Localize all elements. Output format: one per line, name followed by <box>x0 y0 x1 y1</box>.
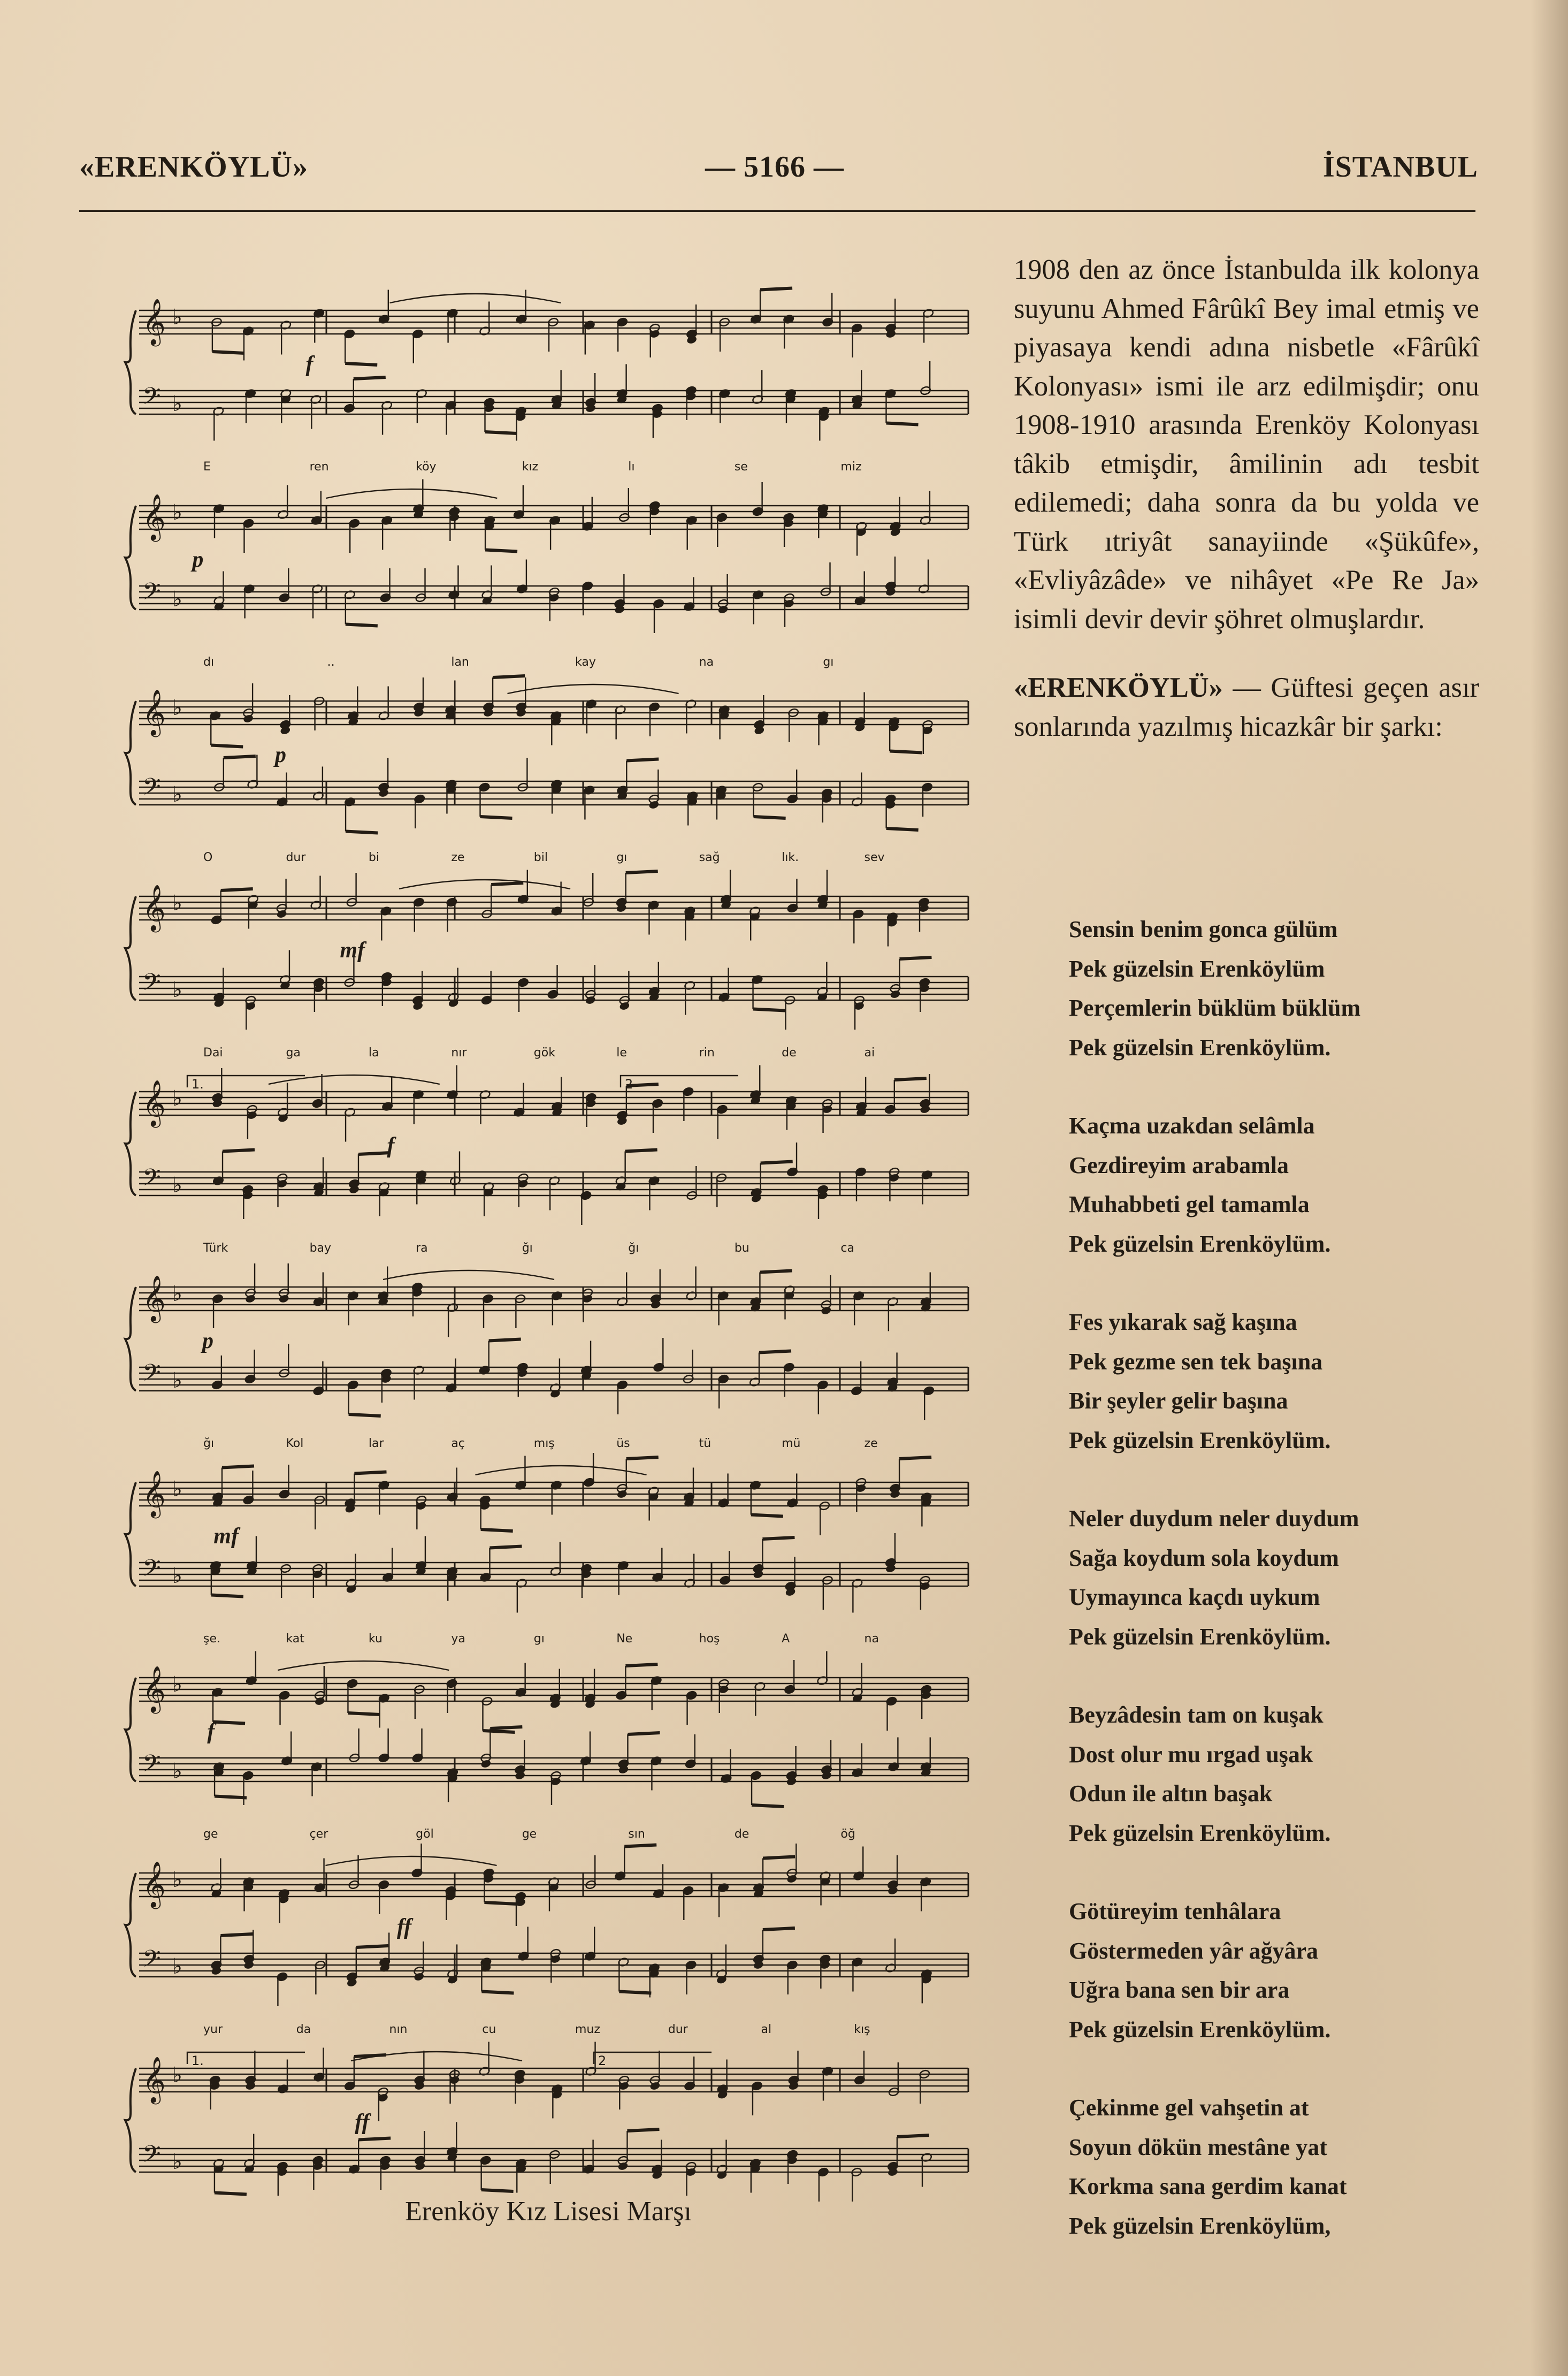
lyrics-stanza <box>1069 1106 1486 1263</box>
key-signature-flat: ♭ <box>172 978 182 1002</box>
lyric-syllable: ren <box>309 460 329 474</box>
lyric-syllable: na <box>699 656 714 669</box>
key-signature-flat: ♭ <box>172 782 182 807</box>
note-beam <box>886 828 919 830</box>
note-beam <box>358 2138 391 2140</box>
lyric-syllable: sın <box>628 1827 645 1841</box>
lyric-syllable: lı <box>628 460 635 474</box>
bass-clef: 𝄢 <box>142 1163 161 1197</box>
system-brace <box>125 1287 136 1391</box>
key-signature-flat: ♭ <box>172 392 182 416</box>
lyrics-line: Pek güzelsin Erenköylüm. <box>1069 1623 1331 1650</box>
lyric-syllable: ğı <box>628 1242 639 1255</box>
note-beam <box>489 1547 522 1548</box>
lyrics-line: Korkma sana gerdim kanat <box>1069 2173 1347 2199</box>
lyric-syllable: Türk <box>203 1242 228 1255</box>
lyrics-line: Fes yıkarak sağ kaşına <box>1069 1309 1297 1335</box>
lyrics-line: Pek gezme sen tek başına <box>1069 1348 1323 1375</box>
lyric-syllable: ga <box>286 1046 301 1060</box>
note-beam <box>224 756 256 758</box>
key-signature-flat: ♭ <box>172 1282 182 1306</box>
note-beam <box>212 352 244 353</box>
treble-clef: 𝄞 <box>142 1861 166 1907</box>
lyric-syllable: la <box>368 1046 379 1060</box>
lyric-syllable: öğ <box>840 1827 855 1841</box>
note-beam <box>760 288 792 290</box>
key-signature-flat: ♭ <box>172 305 182 330</box>
system-brace <box>125 1092 136 1195</box>
song-lyrics <box>1069 910 1486 2284</box>
lyric-syllable: de <box>782 1046 797 1060</box>
lyrics-line: Kaçma uzakdan selâmla <box>1069 1113 1315 1139</box>
treble-clef: 𝄞 <box>142 1471 166 1517</box>
lyric-syllable: sev <box>864 851 885 864</box>
bass-clef: 𝄢 <box>142 382 161 416</box>
lyrics-stanza <box>1069 910 1486 1067</box>
intro-paragraph-2-text: — Güftesi geçen asır sonlarında yazılmış hicazkâr bir şarkı: <box>1014 672 1479 742</box>
lyrics-stanza <box>1069 1499 1486 1656</box>
page-number: — 5166 — <box>705 150 844 184</box>
lyric-syllable: miz <box>840 460 862 474</box>
bass-clef: 𝄢 <box>142 968 161 1002</box>
system-brace <box>125 310 136 414</box>
lyric-syllable: bi <box>368 851 379 864</box>
lyric-syllable: O <box>203 851 213 864</box>
slur <box>390 294 561 303</box>
lyric-syllable: mış <box>533 1437 555 1450</box>
key-signature-flat: ♭ <box>172 1086 182 1111</box>
note-beam <box>346 832 378 833</box>
dynamic-mark: f <box>387 1133 395 1158</box>
key-signature-flat: ♭ <box>172 1672 182 1697</box>
lyric-syllable: na <box>864 1632 879 1646</box>
lyric-syllable: dur <box>668 2023 688 2036</box>
lyrics-line: Pek güzelsin Erenköylüm. <box>1069 1230 1331 1257</box>
header-rule <box>79 210 1475 212</box>
page-edge-shadow <box>1531 0 1568 2376</box>
treble-clef: 𝄞 <box>142 689 166 735</box>
slur <box>325 1856 496 1865</box>
key-signature-flat: ♭ <box>172 1954 182 1979</box>
lyrics-line: Odun ile altın başak <box>1069 1780 1273 1807</box>
note-beam <box>348 1713 380 1715</box>
note-beam <box>485 432 517 433</box>
note-beam <box>894 1078 927 1080</box>
dynamic-mark: mf <box>213 1524 239 1549</box>
note-beam <box>627 2129 659 2131</box>
sheet-music-svg <box>118 273 979 2205</box>
note-beam <box>624 1845 656 1847</box>
bass-clef: 𝄢 <box>142 1749 161 1783</box>
volta-number: 2 <box>598 2053 607 2068</box>
dynamic-mark: f <box>207 1719 215 1744</box>
sheet-music <box>118 273 979 2205</box>
bass-clef: 𝄢 <box>142 1945 161 1978</box>
note-beam <box>626 871 658 873</box>
lyrics-line: Muhabbeti gel tamamla <box>1069 1191 1310 1217</box>
lyric-syllable: ze <box>451 851 465 864</box>
dynamic-mark: p <box>274 743 286 767</box>
lyric-syllable: nır <box>451 1046 467 1060</box>
dynamic-mark: f <box>305 352 313 377</box>
lyric-syllable: ya <box>451 1632 465 1646</box>
dynamic-mark: p <box>202 1329 213 1353</box>
lyric-syllable: kay <box>575 656 596 669</box>
lyrics-line: Soyun dökün mestâne yat <box>1069 2134 1327 2160</box>
intro-text <box>1014 250 1479 776</box>
key-signature-flat: ♭ <box>172 500 182 525</box>
key-signature-flat: ♭ <box>172 891 182 916</box>
score-caption: Erenköy Kız Lisesi Marşı <box>405 2196 692 2227</box>
note-beam <box>223 1150 255 1152</box>
lyric-syllable: yur <box>203 2023 223 2036</box>
note-beam <box>753 1009 785 1011</box>
note-beam <box>490 1727 522 1728</box>
bass-clef: 𝄢 <box>142 2140 161 2174</box>
lyric-syllable: çer <box>309 1827 328 1841</box>
note-beam <box>483 1731 515 1732</box>
lyric-syllable: şe. <box>203 1632 220 1646</box>
slur <box>278 1661 449 1670</box>
note-beam <box>211 745 243 747</box>
bass-clef: 𝄢 <box>142 1554 161 1588</box>
lyric-syllable: gı <box>823 656 834 669</box>
lyrics-line: Pek güzelsin Erenköylüm <box>1069 955 1325 982</box>
slur <box>399 880 570 889</box>
bass-clef: 𝄢 <box>142 773 161 806</box>
note-beam <box>752 1805 784 1807</box>
running-head-title: «ERENKÖYLÜ» <box>79 150 308 184</box>
note-beam <box>349 1414 381 1416</box>
note-beam <box>762 1537 794 1539</box>
lyric-syllable: Dai <box>203 1046 223 1060</box>
intro-paragraph-2 <box>1014 668 1479 746</box>
lyrics-line: Bir şeyler gelir başına <box>1069 1388 1288 1414</box>
lyric-syllable: ra <box>416 1242 428 1255</box>
lyric-syllable: ğı <box>522 1242 533 1255</box>
bass-clef: 𝄢 <box>142 1359 161 1392</box>
lyrics-line: Pek güzelsin Erenköylüm, <box>1069 2212 1331 2239</box>
lyric-syllable: kat <box>286 1632 304 1646</box>
lyric-syllable: lar <box>368 1437 384 1450</box>
lyric-syllable: gök <box>533 1046 555 1060</box>
key-signature-flat: ♭ <box>172 696 182 720</box>
treble-clef: 𝄞 <box>142 2057 166 2103</box>
lyrics-line: Dost olur mu ırgad uşak <box>1069 1741 1313 1768</box>
note-beam <box>481 1529 513 1531</box>
lyrics-line: Neler duydum neler duydum <box>1069 1505 1359 1532</box>
key-signature-flat: ♭ <box>172 1173 182 1198</box>
slur <box>383 1270 554 1280</box>
lyric-syllable: da <box>296 2023 311 2036</box>
key-signature-flat: ♭ <box>172 2063 182 2088</box>
lyrics-line: Göstermeden yâr ağyâra <box>1069 1937 1318 1964</box>
lyric-syllable: al <box>761 2023 772 2036</box>
lyric-syllable: ze <box>864 1437 878 1450</box>
lyric-syllable: A <box>782 1632 790 1646</box>
treble-clef: 𝄞 <box>142 494 166 540</box>
lyrics-line: Pek güzelsin Erenköylüm. <box>1069 1034 1331 1061</box>
volta-number: 2 <box>625 1077 633 1092</box>
lyric-syllable: aç <box>451 1437 465 1450</box>
note-beam <box>221 889 253 890</box>
key-signature-flat: ♭ <box>172 1368 182 1393</box>
bass-clef: 𝄢 <box>142 577 161 611</box>
slur <box>351 2052 522 2061</box>
note-beam <box>346 625 378 626</box>
lyric-syllable: E <box>203 460 211 474</box>
key-signature-flat: ♭ <box>172 1477 182 1502</box>
dynamic-mark: ff <box>355 2110 370 2135</box>
note-beam <box>213 1722 245 1724</box>
note-beam <box>489 1339 521 1341</box>
lyrics-line: Sağa koydum sola koydum <box>1069 1544 1339 1571</box>
note-beam <box>481 1992 514 1993</box>
note-beam <box>215 2193 247 2195</box>
slur <box>326 489 497 498</box>
treble-clef: 𝄞 <box>142 1666 166 1712</box>
lyric-syllable: le <box>616 1046 627 1060</box>
note-beam <box>626 759 659 761</box>
lyric-syllable: Ne <box>616 1632 633 1646</box>
note-beam <box>625 1150 657 1152</box>
lyric-syllable: ge <box>522 1827 537 1841</box>
note-beam <box>619 1992 651 1993</box>
note-beam <box>493 676 525 677</box>
note-beam <box>886 423 918 425</box>
slur <box>269 1075 440 1084</box>
note-beam <box>491 883 523 885</box>
dynamic-mark: mf <box>340 938 365 963</box>
lyrics-line: Götüreyim tenhâlara <box>1069 1898 1281 1924</box>
intro-paragraph-1: 1908 den az önce İstanbulda ilk kolonya suyunu Ahmed Fârûkî Bey imal etmiş ve piyasaya kendi adına nisbetle «Fârûkî Kolonyası» ismi ile arz edilmişdir; onu 1908-1910 arasında Erenköy Kolonyası tâkib etmişdir, âmilinin adı tesbit edilemedi; daha sonra da bu yolda ve Türk ıtriyât sanayiinde «Şükûfe», «Evliyâzâde» ve nihâyet «Pe Re Ja» isimli devir devir şöhret olmuşlardır. <box>1014 254 1479 635</box>
note-beam <box>480 817 512 818</box>
note-beam <box>626 1457 659 1459</box>
treble-clef: 𝄞 <box>142 885 166 931</box>
lyric-syllable: rin <box>699 1046 715 1060</box>
system-brace <box>125 506 136 610</box>
lyric-syllable: sağ <box>699 851 720 864</box>
system-brace <box>125 1482 136 1586</box>
note-beam <box>890 751 922 753</box>
note-beam <box>345 363 377 365</box>
lyrics-line: Pek güzelsin Erenköylüm. <box>1069 1427 1331 1453</box>
system-brace <box>125 1678 136 1781</box>
lyrics-line: Pek güzelsin Erenköylüm. <box>1069 1819 1331 1846</box>
lyric-syllable: üs <box>616 1437 630 1450</box>
running-head-section: İSTANBUL <box>1322 150 1478 184</box>
lyrics-stanza <box>1069 1303 1486 1460</box>
lyric-syllable: gı <box>616 851 628 864</box>
volta-number: 1. <box>192 1077 204 1092</box>
lyric-syllable: bay <box>309 1242 332 1255</box>
lyric-syllable: se <box>734 460 748 474</box>
note-beam <box>899 957 931 959</box>
note-beam <box>760 1271 792 1273</box>
lyric-syllable: ai <box>864 1046 875 1060</box>
lyric-syllable: dur <box>286 851 306 864</box>
note-beam <box>754 817 786 818</box>
note-beam <box>356 1946 388 1947</box>
lyrics-line: Sensin benim gonca gülüm <box>1069 916 1338 942</box>
note-beam <box>899 1457 931 1459</box>
note-beam <box>485 550 517 552</box>
lyric-syllable: de <box>734 1827 749 1841</box>
lyric-syllable: .. <box>327 656 335 669</box>
lyric-syllable: hoş <box>699 1632 720 1646</box>
lyrics-line: Çekinme gel vahşetin at <box>1069 2095 1309 2121</box>
lyric-syllable: Kol <box>286 1437 304 1450</box>
lyrics-line: Uymayınca kaçdı uykum <box>1069 1584 1320 1610</box>
system-brace <box>125 1873 136 1977</box>
lyrics-line: Uğra bana sen bir ara <box>1069 1977 1290 2003</box>
song-title: «ERENKÖYLÜ» <box>1014 672 1223 703</box>
lyric-syllable: bil <box>533 851 548 864</box>
note-beam <box>751 1515 783 1517</box>
slur <box>476 1466 647 1475</box>
lyrics-line: Pek güzelsin Erenköylüm. <box>1069 2016 1331 2043</box>
note-beam <box>354 377 386 379</box>
note-beam <box>763 1857 795 1859</box>
note-beam <box>358 1153 391 1154</box>
lyric-syllable: lık. <box>782 851 799 864</box>
note-beam <box>628 1733 660 1734</box>
key-signature-flat: ♭ <box>172 2150 182 2174</box>
lyric-syllable: ge <box>203 1827 218 1841</box>
lyric-syllable: dı <box>203 656 215 669</box>
system-brace <box>125 2068 136 2172</box>
note-beam <box>759 1351 791 1353</box>
note-beam <box>761 1162 793 1163</box>
note-beam <box>211 1595 243 1597</box>
lyrics-stanza <box>1069 1892 1486 2049</box>
slur <box>508 684 679 694</box>
lyrics-line: Gezdireyim arabamla <box>1069 1152 1289 1178</box>
dynamic-mark: ff <box>396 1915 412 1939</box>
note-beam <box>625 1664 657 1666</box>
key-signature-flat: ♭ <box>172 1868 182 1892</box>
volta-number: 1. <box>192 2053 204 2068</box>
note-beam <box>763 1928 795 1930</box>
lyric-syllable: ca <box>840 1242 855 1255</box>
lyric-syllable: bu <box>734 1242 749 1255</box>
lyric-syllable: göl <box>416 1827 434 1841</box>
note-beam <box>484 1902 516 1904</box>
system-brace <box>125 701 136 805</box>
lyric-syllable: lan <box>451 656 469 669</box>
treble-clef: 𝄞 <box>142 299 166 345</box>
lyrics-line: Perçemlerin büklüm büklüm <box>1069 995 1361 1021</box>
lyrics-line: Beyzâdesin tam on kuşak <box>1069 1702 1324 1728</box>
note-beam <box>897 2135 929 2137</box>
note-beam <box>481 2190 514 2191</box>
treble-clef: 𝄞 <box>142 1080 166 1126</box>
key-signature-flat: ♭ <box>172 1759 182 1784</box>
lyrics-stanza <box>1069 2088 1486 2245</box>
note-beam <box>354 1472 386 1474</box>
note-beam <box>220 1934 253 1936</box>
key-signature-flat: ♭ <box>172 1564 182 1588</box>
lyric-syllable: nın <box>389 2023 408 2036</box>
lyric-syllable: köy <box>416 460 437 474</box>
key-signature-flat: ♭ <box>172 587 182 612</box>
note-beam <box>215 1796 247 1798</box>
system-brace <box>125 896 136 1000</box>
lyric-syllable: kış <box>854 2023 870 2036</box>
lyric-syllable: cu <box>482 2023 496 2036</box>
lyric-syllable: mü <box>782 1437 801 1450</box>
note-beam <box>222 1466 254 1468</box>
lyric-syllable: gı <box>533 1632 545 1646</box>
dynamic-mark: p <box>192 547 204 572</box>
lyric-syllable: ku <box>368 1632 383 1646</box>
lyrics-stanza <box>1069 1695 1486 1853</box>
lyric-syllable: tü <box>699 1437 712 1450</box>
lyric-syllable: ğı <box>203 1437 215 1450</box>
lyric-syllable: muz <box>575 2023 600 2036</box>
treble-clef: 𝄞 <box>142 1275 166 1321</box>
lyric-syllable: kız <box>522 460 539 474</box>
